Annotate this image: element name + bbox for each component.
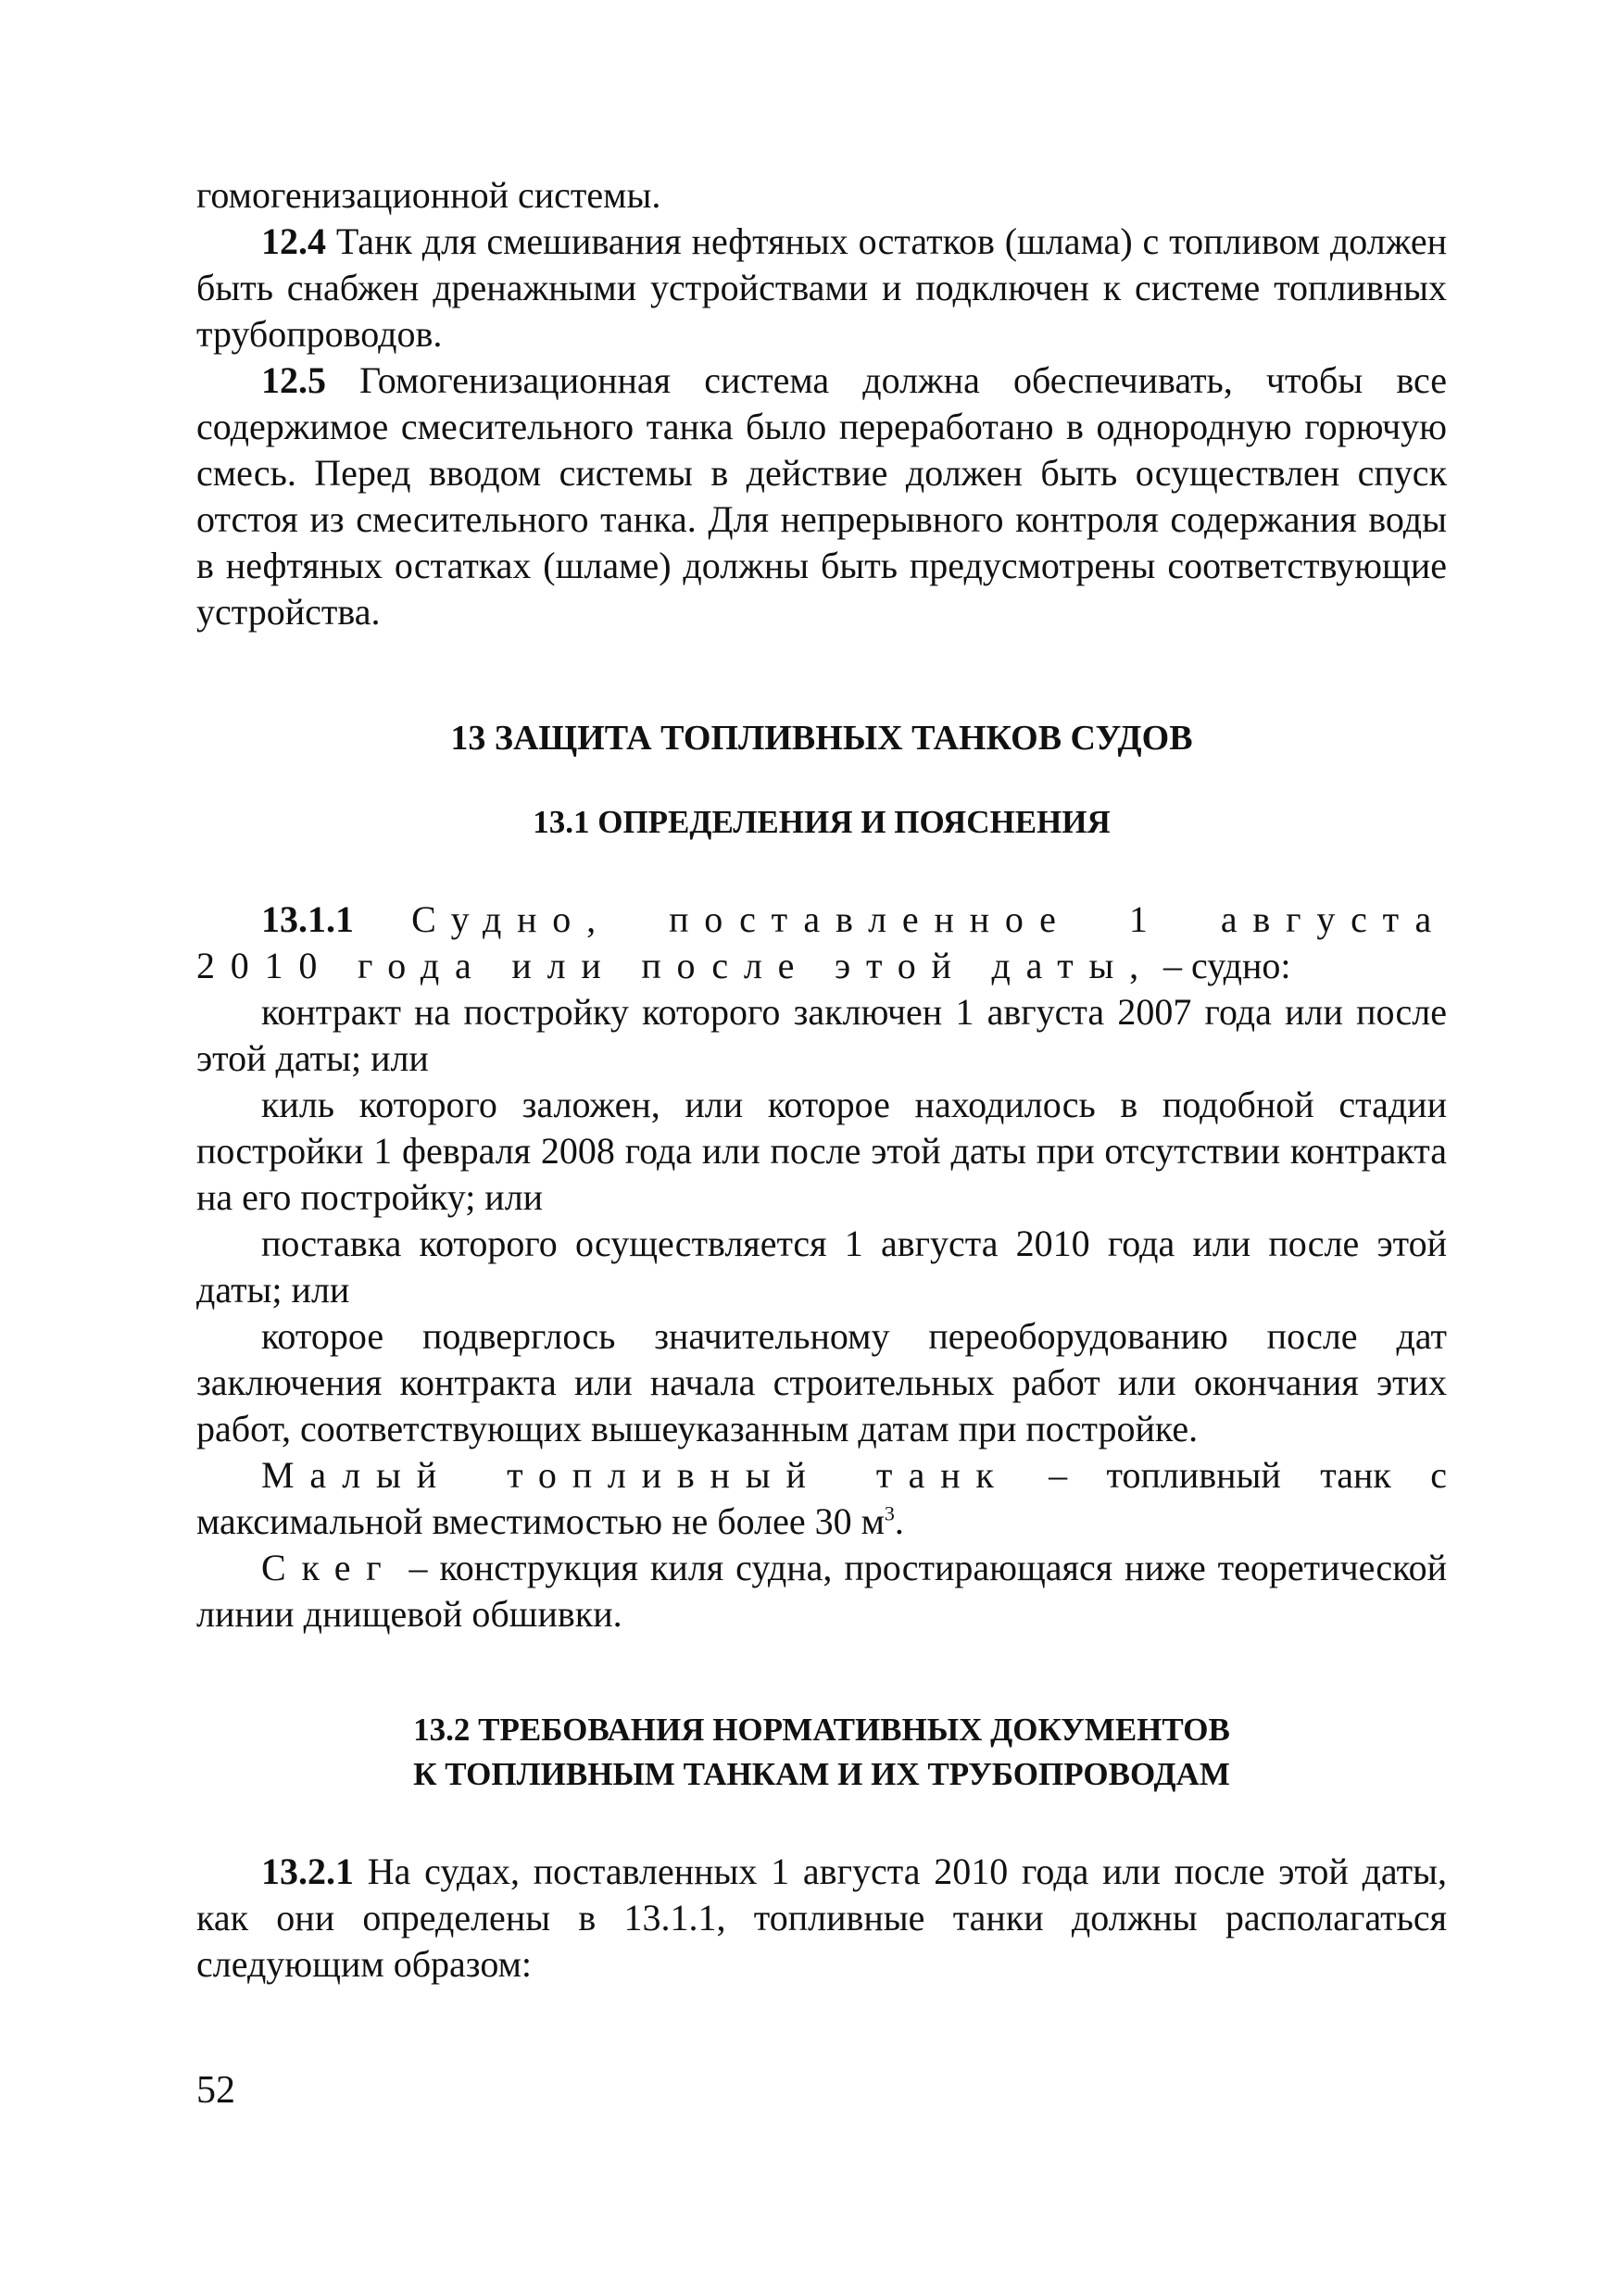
paragraph-text: – топливный танк с максимальной вместимостью не более 30 м: [196, 1454, 1448, 1542]
clause-number: 12.4: [261, 220, 326, 262]
paragraph-12-5: [196, 358, 1447, 635]
heading-line-1: 13.2 ТРЕБОВАНИЯ НОРМАТИВНЫХ ДОКУМЕНТОВ: [413, 1712, 1230, 1748]
paragraph-end: .: [894, 1500, 904, 1542]
paragraph-13-2-1: [196, 1849, 1447, 1988]
paragraph-text: На судах, поставленных 1 августа 2010 года или после этой даты, как они определены в 13.1.1, топливные танки должны располагаться следующим образом:: [196, 1851, 1447, 1985]
clause-number: 13.2.1: [261, 1851, 354, 1892]
subsection-13-1-heading: 13.1 ОПРЕДЕЛЕНИЯ И ПОЯСНЕНИЯ: [533, 804, 1111, 840]
paragraph-skeg: [196, 1545, 1447, 1637]
paragraph-text: Гомогенизационная система должна обеспечивать, чтобы все содержимое смесительного танка было переработано в однородную горючую смесь. Перед вводом системы в действие должен быть осуществлен спуск отстоя из смесительного танка. Для непрерывного контроля содержания воды в нефтяных остатках (шламе) должны быть предусмотрены соответствующие устройства.: [196, 359, 1447, 633]
defined-term: Судно, поставленное 1 августа 2010 года или после этой даты,: [196, 898, 1447, 986]
clause-number: 13.1.1: [261, 898, 354, 940]
defined-term: Скег: [261, 1547, 397, 1588]
heading-line-2: К ТОПЛИВНЫМ ТАНКАМ И ИХ ТРУБОПРОВОДАМ: [413, 1756, 1230, 1792]
paragraph-text: Танк для смешивания нефтяных остатков (шлама) с топливом должен быть снабжен дренажными устройствами и подключен к системе топливных трубопроводов.: [196, 220, 1447, 355]
paragraph-text: которое подверглось значительному переоборудованию после дат заключения контракта или начала строительных работ или окончания этих работ, соответствующих вышеуказанным датам при постройке.: [196, 1315, 1447, 1449]
paragraph-text: – судно:: [1153, 945, 1291, 986]
paragraph-text: – конструкция киля судна, простирающаяся ниже теоретической линии днищевой обшивки.: [196, 1547, 1447, 1635]
paragraph-conversion: [196, 1313, 1447, 1452]
paragraph-homogenization-end: [196, 172, 1447, 219]
section-13-heading: 13 ЗАЩИТА ТОПЛИВНЫХ ТАНКОВ СУДОВ: [450, 719, 1193, 758]
page-number: 52: [196, 2069, 235, 2112]
paragraph-text: гомогенизационной системы.: [196, 174, 661, 216]
paragraph-text: киль которого заложен, или которое находилось в подобной стадии постройки 1 февраля 2008 года или после этой даты при отсутствии контракта на его постройку; или: [196, 1084, 1447, 1218]
paragraph-keel-laid: [196, 1082, 1447, 1221]
paragraph-12-4: [196, 219, 1447, 358]
paragraph-contract-date: [196, 989, 1447, 1082]
clause-number: 12.5: [261, 359, 326, 401]
paragraph-delivery-date: [196, 1221, 1447, 1313]
page-body: [196, 172, 1447, 1988]
defined-term: Малый топливный танк: [261, 1454, 1010, 1496]
paragraph-text: поставка которого осуществляется 1 августа 2010 года или после этой даты; или: [196, 1223, 1447, 1311]
paragraph-small-fuel-tank: [196, 1452, 1447, 1545]
subsection-13-2-heading: [196, 1708, 1447, 1797]
paragraph-text: контракт на постройку которого заключен 1 августа 2007 года или после этой даты; или: [196, 991, 1447, 1079]
paragraph-13-1-1: [196, 897, 1447, 989]
superscript: 3: [884, 1501, 895, 1525]
